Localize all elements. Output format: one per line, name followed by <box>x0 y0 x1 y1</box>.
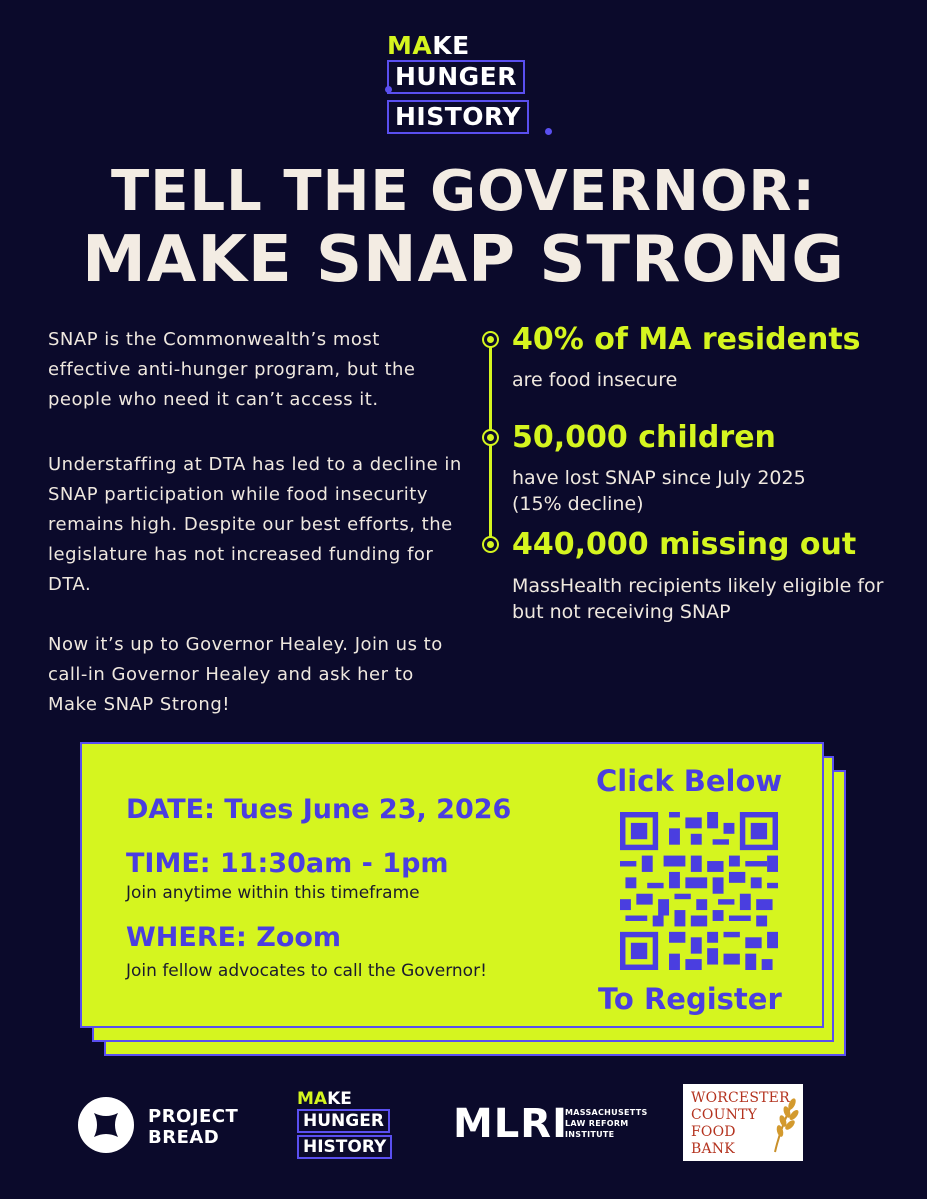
logo-dot <box>385 86 392 93</box>
event-time: TIME: 11:30am - 1pm <box>126 848 449 879</box>
event-date: DATE: Tues June 23, 2026 <box>126 794 512 825</box>
stat-subtext: have lost SNAP since July 2025 (15% decline) <box>512 467 806 515</box>
headline-line-2: MAKE SNAP STRONG <box>82 223 845 297</box>
logo-history: HISTORY <box>387 100 529 134</box>
qr-caption-top: Click Below <box>596 764 783 798</box>
event-where-note: Join fellow advocates to call the Governor! <box>126 961 487 981</box>
stat-headline: 50,000 children <box>512 420 776 455</box>
event-where: WHERE: Zoom <box>126 922 342 953</box>
staffing-paragraph: Understaffing at DTA has led to a decline in SNAP participation while food insecurity remains high. Despite our best efforts, the legislature has not increased funding for DTA. <box>48 454 462 595</box>
timeline-bullet <box>484 538 497 551</box>
stat-headline: 40% of MA residents <box>512 322 861 357</box>
intro-paragraph: SNAP is the Commonwealth’s most effective anti-hunger program, but the people who need it can’t access it. <box>48 329 416 410</box>
make-hunger-history-logo <box>387 32 557 138</box>
stat-subtext: MassHealth recipients likely eligible for but not receiving SNAP <box>512 575 884 623</box>
project-bread-logo-icon <box>78 1097 134 1153</box>
stat-headline: 440,000 missing out <box>512 527 857 562</box>
logo-dot <box>545 128 552 135</box>
worcester-county-food-bank-logo: WORCESTER COUNTY FOOD BANK <box>683 1084 803 1161</box>
wheat-icon <box>769 1096 799 1154</box>
mlri-fullname: MASSACHUSETTS LAW REFORM INSTITUTE <box>565 1108 648 1139</box>
event-time-note: Join anytime within this timeframe <box>126 883 420 903</box>
logo-hunger: HUNGER <box>387 60 525 94</box>
mlri-wordmark: MLRI <box>453 1101 568 1147</box>
timeline-bullet <box>484 333 497 346</box>
make-hunger-history-logo-small: MAKE HUNGER HISTORY <box>297 1090 415 1162</box>
event-card <box>80 742 824 1028</box>
call-to-action-paragraph: Now it’s up to Governor Healey. Join us to call-in Governor Healey and ask her to Make SNAP Strong! <box>48 634 443 715</box>
qr-code-icon[interactable] <box>620 812 778 970</box>
logo-make: MAKE <box>387 31 470 60</box>
stat-subtext: are food insecure <box>512 369 678 391</box>
timeline-bullet <box>484 431 497 444</box>
headline-line-1: TELL THE GOVERNOR: <box>111 159 816 224</box>
qr-caption-bottom: To Register <box>598 982 782 1016</box>
project-bread-wordmark: PROJECT BREAD <box>148 1106 239 1148</box>
